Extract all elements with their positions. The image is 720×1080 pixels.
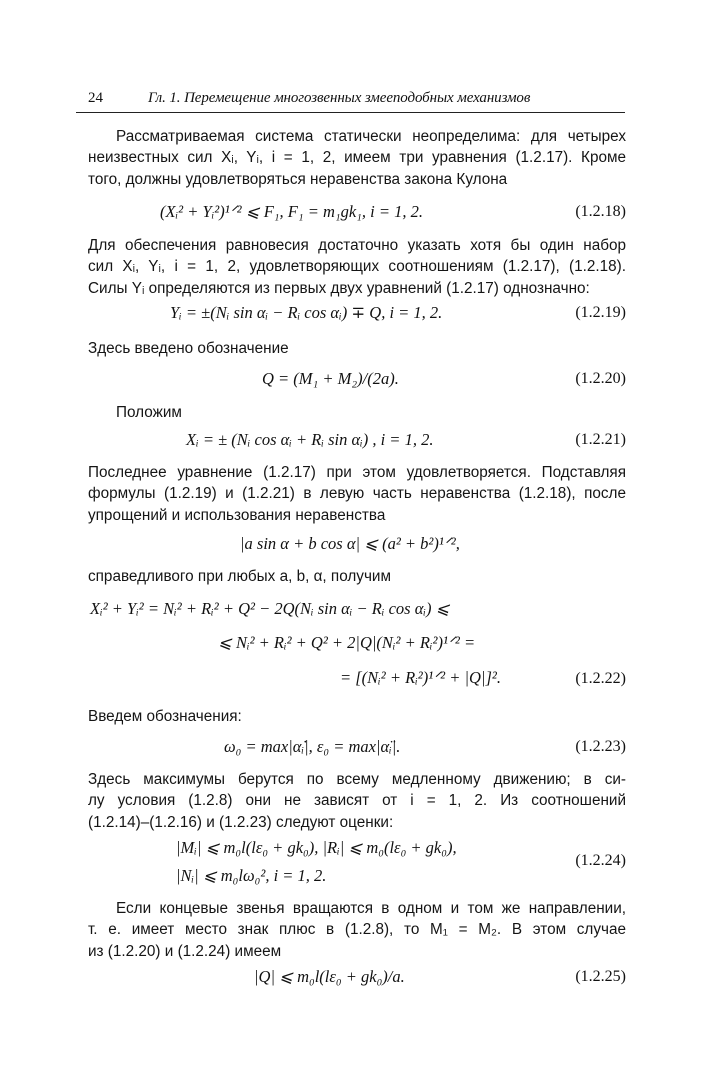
paragraph-7 xyxy=(88,706,626,727)
text-line: Здесь введено обозначение xyxy=(88,340,289,357)
text-line: Если концевые звенья вращаются в одном и том же направлении, xyxy=(116,900,626,917)
text-line: (1.2.14)–(1.2.16) и (1.2.23) следуют оценки: xyxy=(88,813,394,831)
equation-inequality: |a sin α + b cos α| ⩽ (a² + b²)¹ᐟ², xyxy=(240,534,460,553)
paragraph-9 xyxy=(88,898,626,962)
text-line: упрощений и использования неравенства xyxy=(88,506,386,524)
text-line: Положим xyxy=(116,404,182,421)
page-number: 24 xyxy=(88,90,103,106)
running-header xyxy=(76,90,625,113)
text-line: сил Xᵢ, Yᵢ, i = 1, 2, удовлетворяющих соотношениям (1.2.17), (1.2.18). xyxy=(88,258,626,276)
chapter-title: Гл. 1. Перемещение многозвенных змееподобных механизмов xyxy=(148,90,531,106)
equation-number-1-2-20: (1.2.20) xyxy=(575,370,626,387)
paragraph-3 xyxy=(88,338,626,359)
equation-number-1-2-24: (1.2.24) xyxy=(575,852,626,869)
equation-1-2-20: Q = (M₁ + M₂)/(2a). xyxy=(262,369,399,388)
equation-number-1-2-21: (1.2.21) xyxy=(575,431,626,448)
text-line: формулы (1.2.19) и (1.2.21) в левую часть неравенства (1.2.18), после xyxy=(88,485,626,503)
equation-1-2-24-line-1: |Mᵢ| ⩽ m₀l(lε₀ + gk₀), |Rᵢ| ⩽ m₀(lε₀ + gk₀), xyxy=(176,838,457,857)
text-line: того, должны удовлетворяться неравенства закона Кулона xyxy=(88,170,508,188)
text-line: Силы Yᵢ определяются из первых двух уравнений (1.2.17) однозначно: xyxy=(88,279,590,297)
text-line: Введем обозначения: xyxy=(88,708,242,725)
equation-number-1-2-18: (1.2.18) xyxy=(575,203,626,220)
equation-number-1-2-19: (1.2.19) xyxy=(575,304,626,321)
text-line: Последнее уравнение (1.2.17) при этом удовлетворяется. Подставляя xyxy=(88,464,626,481)
paragraph-8 xyxy=(88,769,626,833)
paragraph-4 xyxy=(88,402,626,423)
text-line: из (1.2.20) и (1.2.24) имеем xyxy=(88,942,282,960)
paragraph-2 xyxy=(88,235,626,299)
equation-1-2-24-line-2: |Nᵢ| ⩽ m₀lω₀², i = 1, 2. xyxy=(176,866,327,885)
equation-number-1-2-23: (1.2.23) xyxy=(575,738,626,755)
equation-1-2-25: |Q| ⩽ m₀l(lε₀ + gk₀)/a. xyxy=(254,967,405,986)
equation-1-2-22-line-2: ⩽ Nᵢ² + Rᵢ² + Q² + 2|Q|(Nᵢ² + Rᵢ²)¹ᐟ² = xyxy=(218,633,476,652)
paragraph-5 xyxy=(88,462,626,526)
text-line: Для обеспечения равновесия достаточно указать хотя бы один набор xyxy=(88,237,626,254)
equation-1-2-23: ω₀ = max|α̇ᵢ|, ε₀ = max|α̈ᵢ|. xyxy=(224,737,401,756)
text-line: неизвестных сил Xᵢ, Yᵢ, i = 1, 2, имеем три уравнения (1.2.17). Кроме xyxy=(88,149,626,167)
text-line: Рассматриваемая система статически неопределима: для четырех xyxy=(116,128,626,145)
equation-1-2-21: Xᵢ = ± (Nᵢ cos αᵢ + Rᵢ sin αᵢ) , i = 1, 2. xyxy=(186,430,434,449)
text-line: справедливого при любых a, b, α, получим xyxy=(88,568,391,585)
paragraph-1 xyxy=(88,126,626,190)
equation-number-1-2-25: (1.2.25) xyxy=(575,968,626,985)
equation-1-2-18: (Xᵢ² + Yᵢ²)¹ᐟ² ⩽ F₁, F₁ = m₁gk₁, i = 1, 2. xyxy=(160,202,424,221)
text-line: т. е. имеет место знак плюс в (1.2.8), то M₁ = M₂. В этом случае xyxy=(88,921,626,939)
equation-1-2-22-line-1: Xᵢ² + Yᵢ² = Nᵢ² + Rᵢ² + Q² − 2Q(Nᵢ sin αᵢ − Rᵢ cos αᵢ) ⩽ xyxy=(90,599,450,618)
paragraph-6 xyxy=(88,566,626,587)
equation-1-2-22-line-3: = [(Nᵢ² + Rᵢ²)¹ᐟ² + |Q|]². xyxy=(340,668,501,687)
text-line: лу условия (1.2.8) они не зависят от i = 1, 2. Из соотношений xyxy=(88,792,626,810)
text-line: Здесь максимумы берутся по всему медленному движению; в си- xyxy=(88,771,626,788)
equation-1-2-19: Yᵢ = ±(Nᵢ sin αᵢ − Rᵢ cos αᵢ) ∓ Q, i = 1, 2. xyxy=(170,303,443,322)
equation-number-1-2-22: (1.2.22) xyxy=(575,670,626,687)
